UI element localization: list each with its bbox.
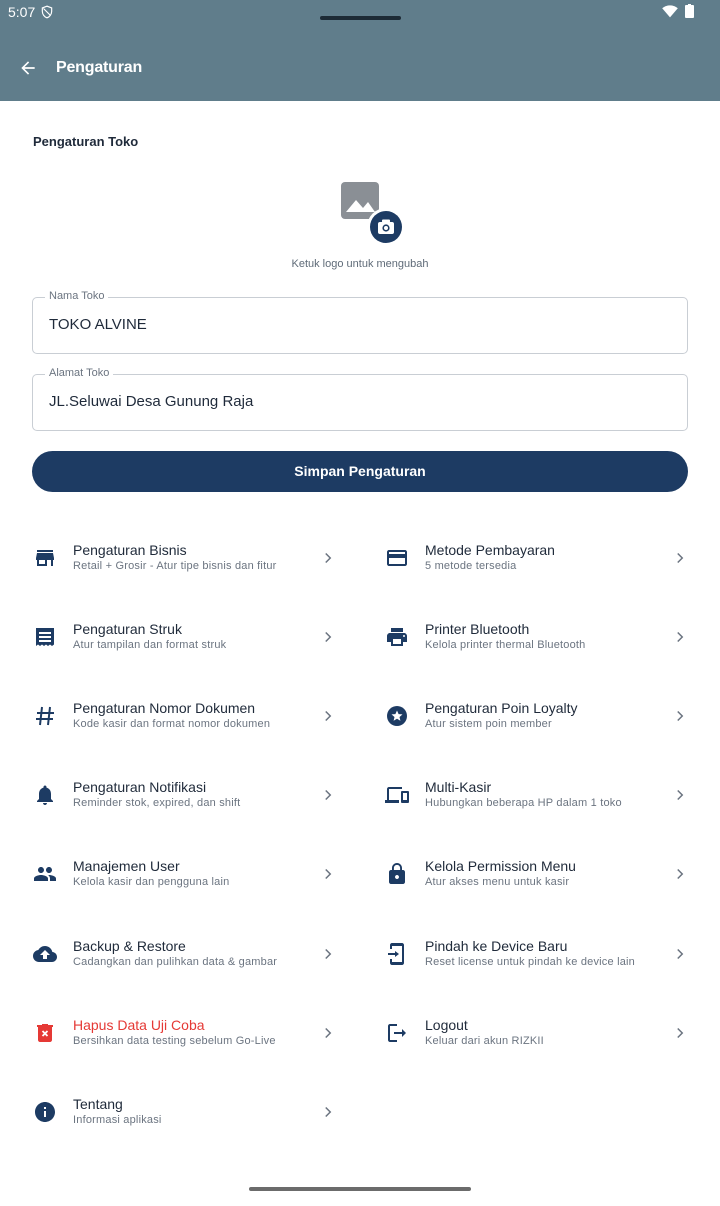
menu-title: Logout: [425, 1017, 468, 1033]
chevron-right-icon: [319, 707, 337, 725]
store-address-input[interactable]: JL.Seluwai Desa Gunung Raja: [49, 393, 254, 410]
menu-item-permission-menu[interactable]: [385, 844, 705, 904]
menu-item-business-settings[interactable]: [33, 528, 353, 588]
menu-item-move-device[interactable]: [385, 924, 705, 984]
menu-title: Multi-Kasir: [425, 779, 492, 795]
menu-item-logout[interactable]: [385, 1003, 705, 1063]
store-name-label: Nama Toko: [45, 290, 108, 302]
chevron-right-icon: [319, 865, 337, 883]
menu-item-payment-methods[interactable]: [385, 528, 705, 588]
menu-subtitle: Informasi aplikasi: [73, 1114, 162, 1126]
lock-icon: [385, 862, 409, 886]
arrow-left-icon: [18, 58, 38, 78]
hashtag-icon: [33, 704, 57, 728]
menu-item-backup-restore[interactable]: [33, 924, 353, 984]
chevron-right-icon: [319, 1103, 337, 1121]
menu-title: Hapus Data Uji Coba: [73, 1017, 205, 1033]
store-name-field[interactable]: [32, 290, 688, 354]
menu-title: Pengaturan Nomor Dokumen: [73, 700, 256, 716]
people-icon: [33, 862, 57, 886]
save-settings-button[interactable]: Simpan Pengaturan: [32, 451, 688, 492]
credit-card-icon: [385, 546, 409, 570]
menu-subtitle: Kode kasir dan format nomor dokumen: [73, 718, 271, 730]
notch-bar: [320, 16, 401, 20]
logout-icon: [385, 1021, 409, 1045]
camera-icon: [365, 206, 407, 248]
menu-title: Metode Pembayaran: [425, 542, 555, 558]
trash-icon: [33, 1021, 57, 1045]
chevron-right-icon: [319, 786, 337, 804]
menu-subtitle: Atur sistem poin member: [425, 718, 552, 730]
chevron-right-icon: [319, 1024, 337, 1042]
printer-icon: [385, 625, 409, 649]
menu-subtitle: Kelola printer thermal Bluetooth: [425, 639, 586, 651]
chevron-right-icon: [319, 628, 337, 646]
battery-icon: [685, 4, 694, 18]
menu-title: Kelola Permission Menu: [425, 858, 576, 874]
menu-item-receipt-settings[interactable]: [33, 607, 353, 667]
menu-title: Manajemen User: [73, 858, 180, 874]
status-time: 5:07: [8, 4, 36, 20]
menu-subtitle: Reset license untuk pindah ke device lain: [425, 956, 635, 968]
wifi-icon: [662, 5, 678, 18]
chevron-right-icon: [671, 707, 689, 725]
store-name-input[interactable]: TOKO ALVINE: [49, 316, 147, 333]
chevron-right-icon: [671, 786, 689, 804]
shield-icon: [40, 4, 54, 20]
chevron-right-icon: [319, 945, 337, 963]
store-address-label: Alamat Toko: [45, 367, 113, 379]
page-title: Pengaturan: [56, 59, 143, 76]
gesture-nav-handle[interactable]: [249, 1187, 471, 1191]
chevron-right-icon: [671, 549, 689, 567]
menu-title: Pengaturan Bisnis: [73, 542, 187, 558]
status-bar: [0, 0, 720, 26]
store-logo-picker[interactable]: [338, 181, 410, 247]
chevron-right-icon: [319, 549, 337, 567]
menu-item-delete-test-data[interactable]: [33, 1003, 353, 1063]
menu-subtitle: Bersihkan data testing sebelum Go-Live: [73, 1035, 276, 1047]
menu-title: Pengaturan Poin Loyalty: [425, 700, 578, 716]
back-button[interactable]: [14, 54, 42, 82]
menu-title: Backup & Restore: [73, 938, 186, 954]
store-address-field[interactable]: [32, 367, 688, 431]
menu-subtitle: Keluar dari akun RIZKII: [425, 1035, 544, 1047]
menu-title: Pengaturan Struk: [73, 621, 182, 637]
menu-title: Pindah ke Device Baru: [425, 938, 568, 954]
logo-hint: Ketuk logo untuk mengubah: [291, 258, 429, 270]
app-bar: [0, 26, 720, 101]
menu-subtitle: Atur tampilan dan format struk: [73, 639, 227, 651]
menu-item-bluetooth-printer[interactable]: [385, 607, 705, 667]
menu-title: Printer Bluetooth: [425, 621, 530, 637]
menu-subtitle: Kelola kasir dan pengguna lain: [73, 876, 230, 888]
chevron-right-icon: [671, 628, 689, 646]
bell-icon: [33, 783, 57, 807]
devices-icon: [385, 783, 409, 807]
menu-item-document-number[interactable]: [33, 686, 353, 746]
cloud-upload-icon: [33, 942, 57, 966]
chevron-right-icon: [671, 865, 689, 883]
menu-subtitle: Hubungkan beberapa HP dalam 1 toko: [425, 797, 622, 809]
chevron-right-icon: [671, 1024, 689, 1042]
info-icon: [33, 1100, 57, 1124]
menu-item-multi-cashier[interactable]: [385, 765, 705, 825]
menu-item-loyalty-points[interactable]: [385, 686, 705, 746]
store-icon: [33, 546, 57, 570]
chevron-right-icon: [671, 945, 689, 963]
menu-subtitle: Reminder stok, expired, dan shift: [73, 797, 241, 809]
phone-transfer-icon: [385, 942, 409, 966]
section-title-store: Pengaturan Toko: [33, 134, 139, 149]
menu-item-user-management[interactable]: [33, 844, 353, 904]
menu-title: Tentang: [73, 1096, 123, 1112]
menu-subtitle: 5 metode tersedia: [425, 560, 517, 572]
menu-item-notifications[interactable]: [33, 765, 353, 825]
star-badge-icon: [385, 704, 409, 728]
menu-subtitle: Cadangkan dan pulihkan data & gambar: [73, 956, 278, 968]
menu-subtitle: Atur akses menu untuk kasir: [425, 876, 570, 888]
menu-item-about[interactable]: [33, 1082, 353, 1142]
menu-subtitle: Retail + Grosir - Atur tipe bisnis dan fitur: [73, 560, 277, 572]
receipt-icon: [33, 625, 57, 649]
menu-title: Pengaturan Notifikasi: [73, 779, 207, 795]
